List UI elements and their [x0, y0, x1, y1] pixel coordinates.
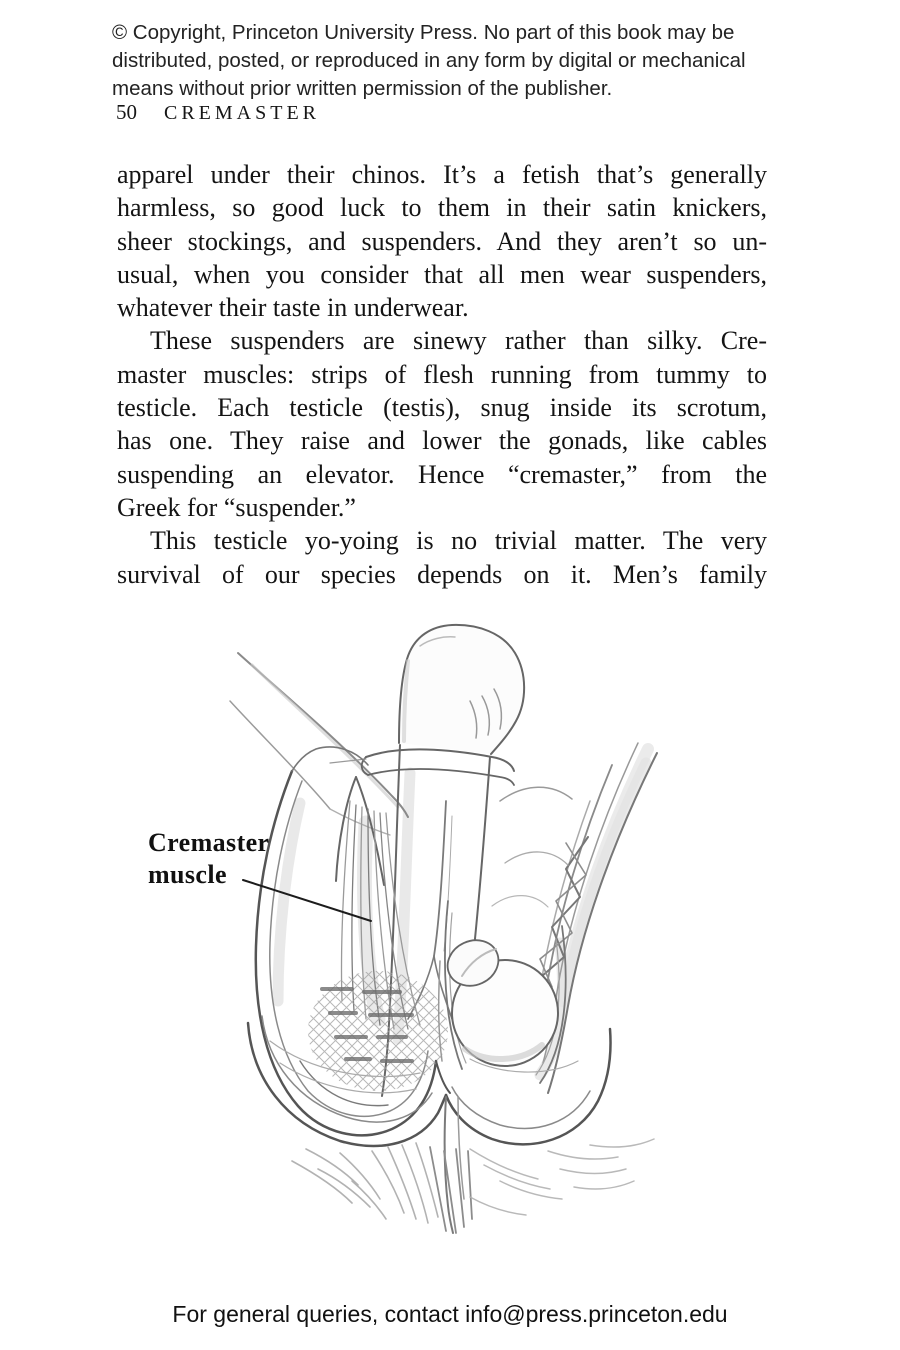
- copyright-notice: [112, 19, 802, 103]
- text-line: These suspenders are sinewy rather than silky. Cre-: [150, 326, 767, 356]
- text-line: suspending an elevator. Hence “cremaster,” from the: [117, 459, 767, 489]
- text-line: sheer stockings, and suspenders. And they aren’t so un-: [117, 226, 767, 256]
- copyright-line: means without prior written permission of the publisher.: [112, 77, 613, 100]
- testis-mesh: [300, 971, 448, 1106]
- testicle-right: [440, 901, 566, 1083]
- text-line: master muscles: strips of flesh running from tummy to: [117, 359, 767, 389]
- footer-contact: For general queries, contact info@press.princeton.edu: [172, 1301, 728, 1327]
- running-header: [116, 100, 320, 125]
- body-text: [117, 158, 767, 591]
- page-number: 50: [116, 100, 137, 124]
- anatomical-illustration: [130, 615, 670, 1247]
- figure-label-line: Cremaster: [148, 828, 270, 857]
- copyright-line: distributed, posted, or reproduced in any form by digital or mechanical: [112, 49, 746, 72]
- groin-crease-left: [230, 653, 408, 835]
- text-line: harmless, so good luck to them in their satin knickers,: [117, 193, 767, 223]
- copyright-line: © Copyright, Princeton University Press. No part of this book may be: [112, 21, 735, 44]
- sketch-shading-right: [470, 1139, 654, 1215]
- glans: [399, 625, 524, 754]
- text-line: This testicle yo-yoing is no trivial matter. The very: [150, 526, 767, 556]
- text-line: survival of our species depends on it. Men’s family: [117, 559, 767, 589]
- text-line: whatever their taste in underwear.: [117, 293, 469, 323]
- text-line: Greek for “suspender.”: [117, 492, 356, 522]
- chapter-title: CREMASTER: [164, 102, 321, 124]
- text-line: usual, when you consider that all men wear suspenders,: [117, 259, 767, 289]
- sketch-shading-left: [292, 1143, 438, 1223]
- pubic-mound: [492, 787, 572, 907]
- figure-label-line: muscle: [148, 860, 227, 889]
- text-line: testicle. Each testicle (testis), snug inside its scrotum,: [117, 393, 767, 423]
- text-line: has one. They raise and lower the gonads, like cables: [117, 426, 767, 456]
- text-line: apparel under their chinos. It’s a fetish that’s generally: [117, 160, 767, 189]
